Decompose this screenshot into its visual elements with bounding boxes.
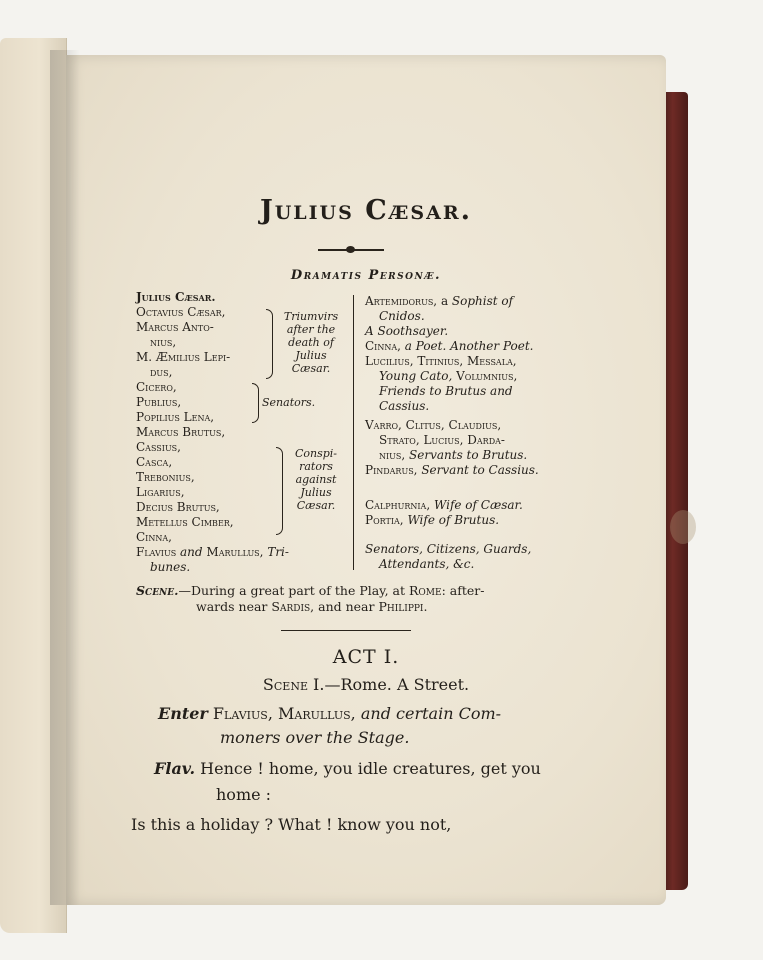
note-line: rators <box>299 460 333 473</box>
cast-name: Artemidorus, <box>365 294 438 308</box>
dialogue-line: home : <box>216 785 272 804</box>
note-line: Julius <box>300 486 332 499</box>
direction-text: moners over the Stage. <box>220 728 410 747</box>
cast-name: Casca, <box>136 455 173 469</box>
note-line: Cæsar. <box>291 362 331 375</box>
scene-location: —Rome. A Street. <box>324 675 470 694</box>
cast-name: Cassius, <box>136 440 181 454</box>
triumvirs-brace <box>266 309 273 379</box>
direction-text: and certain Com- <box>360 704 502 723</box>
section-rule <box>281 630 411 631</box>
right-cast-column <box>365 294 539 572</box>
cast-role: bunes. <box>150 560 191 574</box>
cast-role: Cnidos. <box>379 309 425 323</box>
cast-role: Wife of Brutus. <box>407 513 500 527</box>
place-name: Sardis, <box>271 599 315 614</box>
column-divider <box>353 295 354 570</box>
senators-brace <box>252 383 259 423</box>
cast-role: Tri- <box>267 545 289 559</box>
page-gutter-shadow <box>50 50 80 905</box>
scene-heading <box>66 675 666 694</box>
dialogue <box>154 757 541 807</box>
note-line: Julius <box>295 349 327 362</box>
cast-role: Servants to Brutus. <box>409 448 528 462</box>
cast-name: Varro, Clitus, Claudius, <box>365 418 502 432</box>
scene-text: —During a great part of the Play, at <box>178 583 406 598</box>
cast-name: Pindarus, <box>365 463 418 477</box>
note-line: Conspi- <box>294 447 338 460</box>
cast-name: A Soothsayer. <box>365 324 449 338</box>
senators-note: Senators. <box>262 396 316 409</box>
cast-name: Metellus Cimber, <box>136 515 234 529</box>
enter-word: Enter <box>158 704 208 723</box>
cast-name: Flavius <box>136 545 177 559</box>
note-line: after the <box>286 323 336 336</box>
cast-role: Sophist of <box>451 294 514 308</box>
cast-name: Marcus Brutus, <box>136 425 226 439</box>
cast-name: Lucilius, Titinius, Messala, <box>365 354 517 368</box>
note-line: Cæsar. <box>296 499 336 512</box>
cast-name: Strato, Lucius, Darda- <box>379 433 505 447</box>
speaker-name: Flav. <box>154 759 196 778</box>
tribunes-entry <box>136 545 289 575</box>
cast-name: Marullus, <box>206 545 264 559</box>
cast-name: Octavius Cæsar, <box>136 305 226 319</box>
place-name: Rome <box>409 583 442 598</box>
scene-label: Scene. <box>136 583 179 598</box>
cast-name: Another Poet. <box>450 339 534 353</box>
senators-group <box>136 380 214 425</box>
conspirators-group <box>136 425 234 545</box>
left-cast-column <box>136 290 216 305</box>
note-line: Triumvirs <box>283 310 339 323</box>
cast-role: a Poet. <box>404 339 447 353</box>
cast-name: Decius Brutus, <box>136 500 220 514</box>
dialogue-line: Hence ! home, you idle creatures, get you <box>200 759 541 778</box>
dialogue-line: Is this a holiday ? What ! know you not, <box>131 815 452 834</box>
cast-name: Publius, <box>136 395 182 409</box>
page-stain <box>670 510 696 544</box>
cast-name: Cicero, <box>136 380 177 394</box>
triumvirs-note <box>278 310 344 375</box>
dramatis-personae-heading: Dramatis Personæ. <box>290 268 442 283</box>
scene-text: and near <box>318 599 375 614</box>
play-title: Julius Cæsar. <box>259 195 473 226</box>
act-heading: ACT I. <box>332 646 400 668</box>
scene-text: wards near <box>196 599 268 614</box>
title-ornament <box>318 245 384 255</box>
cast-name: Ligarius, <box>136 485 185 499</box>
character-names: Flavius, Marullus, <box>212 704 356 723</box>
cast-name: nius, <box>379 448 406 462</box>
note-line: death of <box>288 336 334 349</box>
cast-name: Calphurnia, <box>365 498 431 512</box>
cast-name: Cinna, <box>365 339 401 353</box>
cast-name: M. Æmilius Lepi- <box>136 350 231 364</box>
place-name: Philippi. <box>378 599 428 614</box>
note-line: against <box>295 473 337 486</box>
cast-role: Cassius. <box>379 399 430 413</box>
cast-name: Volumnius, <box>456 369 518 383</box>
cast-role: Friends to Brutus and <box>379 384 513 398</box>
cast-name: Young Cato, <box>379 369 453 383</box>
book-page <box>66 55 666 905</box>
cast-name: dus, <box>150 365 173 379</box>
cast-name: Portia, <box>365 513 404 527</box>
scene-text: : after- <box>441 583 485 598</box>
cast-name: Popilius Lena, <box>136 410 215 424</box>
scene-number: Scene I. <box>262 675 325 694</box>
conspirators-brace <box>276 447 283 535</box>
cast-extras: Attendants, &c. <box>379 557 475 571</box>
triumvirs-group <box>136 305 230 380</box>
scene-setting-note <box>136 583 484 615</box>
cast-role: Servant to Cassius. <box>421 463 539 477</box>
cast-julius: Julius Cæsar. <box>136 290 216 304</box>
stage-direction <box>158 702 501 750</box>
cast-name: Marcus Anto- <box>136 320 214 334</box>
cast-name: Trebonius, <box>136 470 195 484</box>
cast-extras: Senators, Citizens, Guards, <box>365 542 532 556</box>
cast-role: Wife of Cæsar. <box>433 498 523 512</box>
cast-joiner: a <box>440 294 449 308</box>
cast-joiner: and <box>180 545 203 559</box>
conspirators-note <box>286 447 346 512</box>
cast-name: nius, <box>150 335 177 349</box>
cast-name: Cinna, <box>136 530 172 544</box>
